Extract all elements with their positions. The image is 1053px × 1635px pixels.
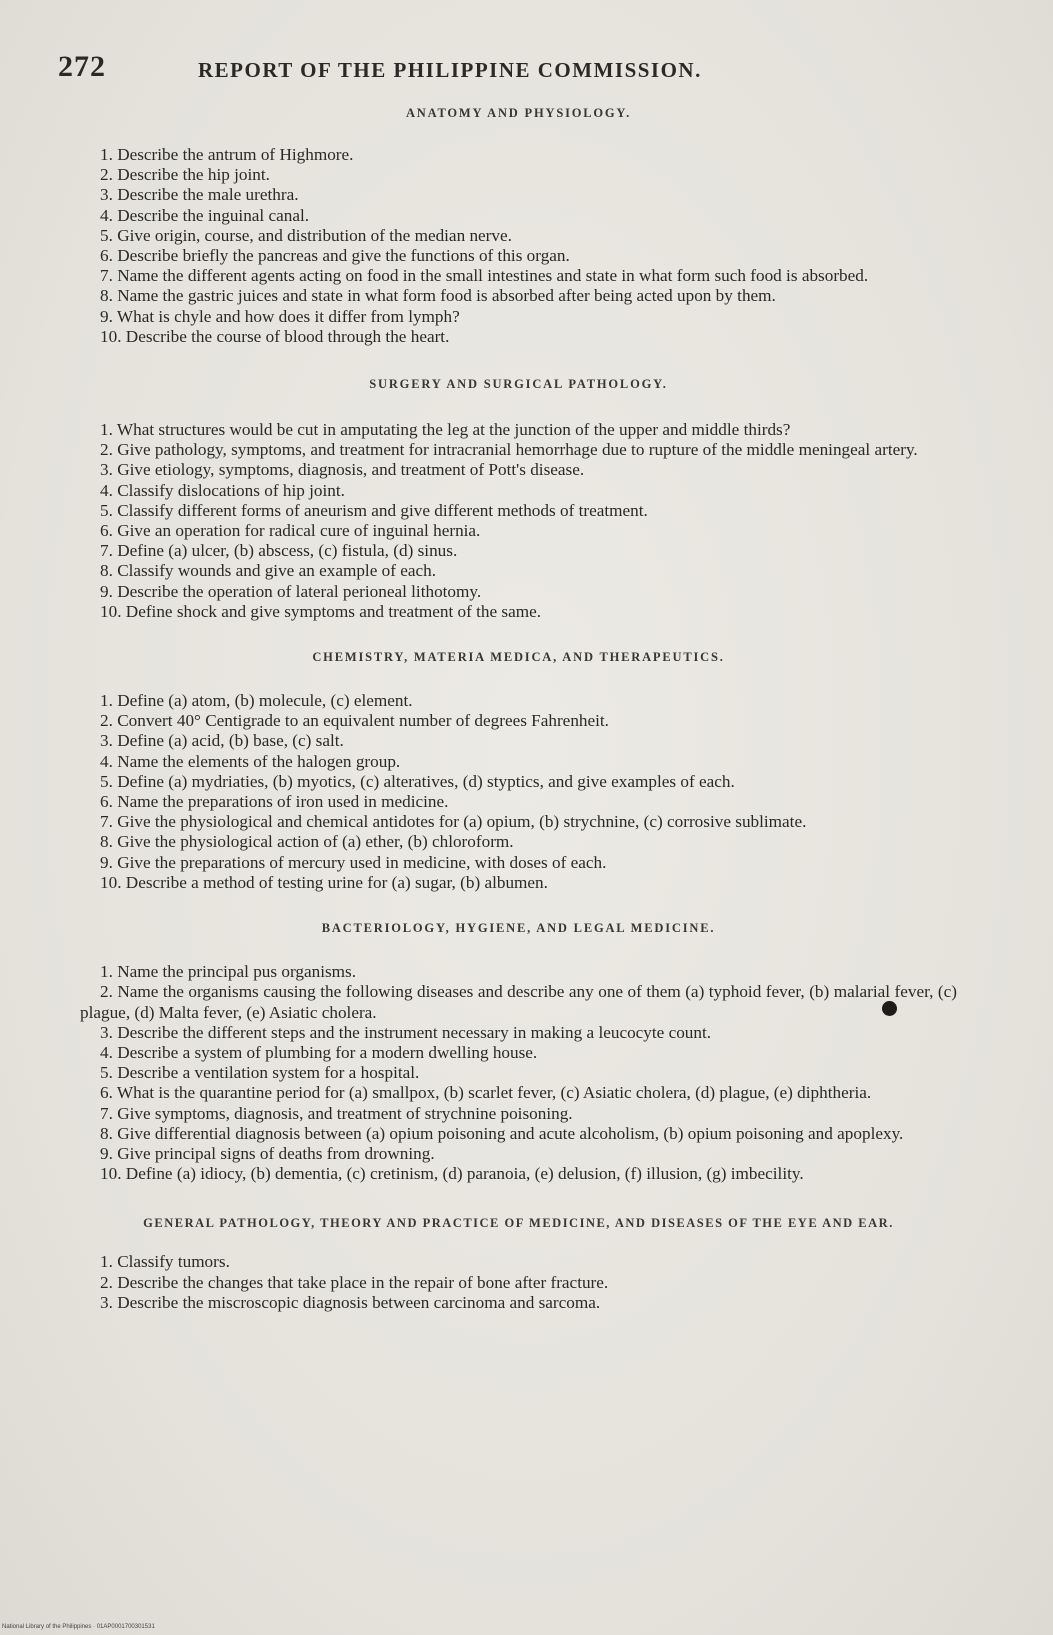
question-item: 6. Name the preparations of iron used in medicine. — [100, 792, 449, 812]
section-heading: ANATOMY AND PHYSIOLOGY. — [405, 106, 632, 120]
section-heading: CHEMISTRY, MATERIA MEDICA, AND THERAPEUTICS. — [312, 650, 725, 665]
question-list — [80, 1252, 957, 1313]
question-item: 10. Define shock and give symptoms and treatment of the same. — [100, 601, 542, 621]
section-heading: SURGERY AND SURGICAL PATHOLOGY. — [369, 377, 668, 392]
question-list — [80, 962, 957, 1184]
section-surgery — [80, 377, 957, 622]
scan-stamp: National Library of the Philippines · 01AP0001700301531 — [2, 1624, 155, 1630]
question-item: 10. Define (a) idiocy, (b) dementia, (c) cretinism, (d) paranoia, (e) delusion, (f) illusion, (g) imbecility. — [100, 1164, 804, 1184]
question-item: 4. Describe a system of plumbing for a modern dwelling house. — [100, 1042, 538, 1062]
question-list — [80, 420, 957, 622]
question-item: 1. Name the principal pus organisms. — [100, 962, 357, 982]
question-item: 3. Give etiology, symptoms, diagnosis, and treatment of Pott's disease. — [100, 460, 585, 480]
question-list — [80, 691, 957, 893]
question-item: 6. What is the quarantine period for (a) smallpox, (b) scarlet fever, (c) Asiatic cholera, (d) plague, (e) diphtheria. — [100, 1083, 872, 1103]
question-item: 8. Give differential diagnosis between (a) opium poisoning and acute alcoholism, (b) opium poisoning and apoplexy. — [100, 1123, 904, 1143]
section-heading: GENERAL PATHOLOGY, THEORY AND PRACTICE OF MEDICINE, AND DISEASES OF THE EYE AND EAR. — [143, 1216, 894, 1231]
section-anatomy — [80, 106, 957, 347]
question-item: 6. Give an operation for radical cure of inguinal hernia. — [100, 521, 481, 541]
question-item: 3. Define (a) acid, (b) base, (c) salt. — [100, 731, 344, 751]
question-item: 8. Name the gastric juices and state in what form food is absorbed after being acted upon by them. — [100, 286, 776, 306]
question-item: 7. Give symptoms, diagnosis, and treatment of strychnine poisoning. — [100, 1103, 573, 1123]
page-content — [80, 106, 957, 1313]
question-item: 7. Define (a) ulcer, (b) abscess, (c) fistula, (d) sinus. — [100, 541, 458, 561]
question-list — [80, 145, 957, 347]
question-item: 9. Describe the operation of lateral perioneal lithotomy. — [100, 581, 482, 601]
question-item: 2. Convert 40° Centigrade to an equivalent number of degrees Fahrenheit. — [100, 711, 609, 731]
question-item: 9. Give principal signs of deaths from drowning. — [100, 1143, 435, 1163]
question-item: 4. Name the elements of the halogen group. — [100, 751, 401, 771]
question-item: 4. Classify dislocations of hip joint. — [100, 480, 345, 500]
question-item: 3. Describe the different steps and the instrument necessary in making a leucocyte count. — [100, 1022, 712, 1042]
section-chemistry — [80, 650, 957, 893]
question-item: 1. Describe the antrum of Highmore. — [100, 145, 354, 164]
question-item: 6. Describe briefly the pancreas and give the functions of this organ. — [100, 246, 570, 266]
question-item: 9. Give the preparations of mercury used in medicine, with doses of each. — [100, 852, 607, 872]
question-item: 5. Classify different forms of aneurism and give different methods of treatment. — [100, 500, 648, 520]
question-item: 7. Give the physiological and chemical antidotes for (a) opium, (b) strychnine, (c) corrosive sublimate. — [100, 812, 807, 832]
question-item: 2. Describe the changes that take place in the repair of bone after fracture. — [100, 1272, 609, 1292]
running-head: REPORT OF THE PHILIPPINE COMMISSION. — [198, 58, 702, 82]
page-header — [58, 50, 968, 90]
section-heading: BACTERIOLOGY, HYGIENE, AND LEGAL MEDICINE. — [321, 921, 716, 936]
question-item: 5. Describe a ventilation system for a hospital. — [100, 1063, 420, 1083]
question-item: 2. Name the organisms causing the following diseases and describe any one of them (a) typhoid fever, (b) malarial fever, (c) plague, (d) Malta fever, (e) Asiatic cholera. — [80, 982, 957, 1022]
question-item: 7. Name the different agents acting on food in the small intestines and state in what form such food is absorbed. — [100, 266, 869, 286]
question-item: 2. Give pathology, symptoms, and treatment for intracranial hemorrhage due to rupture of the middle meningeal artery. — [100, 440, 918, 460]
question-item: 1. Define (a) atom, (b) molecule, (c) element. — [100, 691, 413, 711]
question-item: 9. What is chyle and how does it differ from lymph? — [100, 306, 460, 326]
question-item: 8. Give the physiological action of (a) ether, (b) chloroform. — [100, 832, 514, 852]
question-item: 3. Describe the miscroscopic diagnosis between carcinoma and sarcoma. — [100, 1292, 601, 1312]
question-item: 1. What structures would be cut in amputating the leg at the junction of the upper and middle thirds? — [100, 420, 791, 440]
question-item: 5. Define (a) mydriaties, (b) myotics, (c) alteratives, (d) styptics, and give examples of each. — [100, 771, 735, 791]
question-item: 4. Describe the inguinal canal. — [100, 205, 310, 225]
ink-spot — [882, 1001, 897, 1016]
section-bacteriology — [80, 921, 957, 1184]
question-item: 3. Describe the male urethra. — [100, 185, 299, 205]
section-general-pathology — [80, 1212, 957, 1313]
question-item: 2. Describe the hip joint. — [100, 165, 270, 185]
question-item: 5. Give origin, course, and distribution of the median nerve. — [100, 225, 512, 245]
question-item: 1. Classify tumors. — [100, 1252, 230, 1272]
question-item: 10. Describe the course of blood through the heart. — [100, 326, 450, 346]
page-number: 272 — [58, 50, 106, 83]
question-item: 10. Describe a method of testing urine for (a) sugar, (b) albumen. — [100, 872, 548, 892]
question-item: 8. Classify wounds and give an example of each. — [100, 561, 437, 581]
